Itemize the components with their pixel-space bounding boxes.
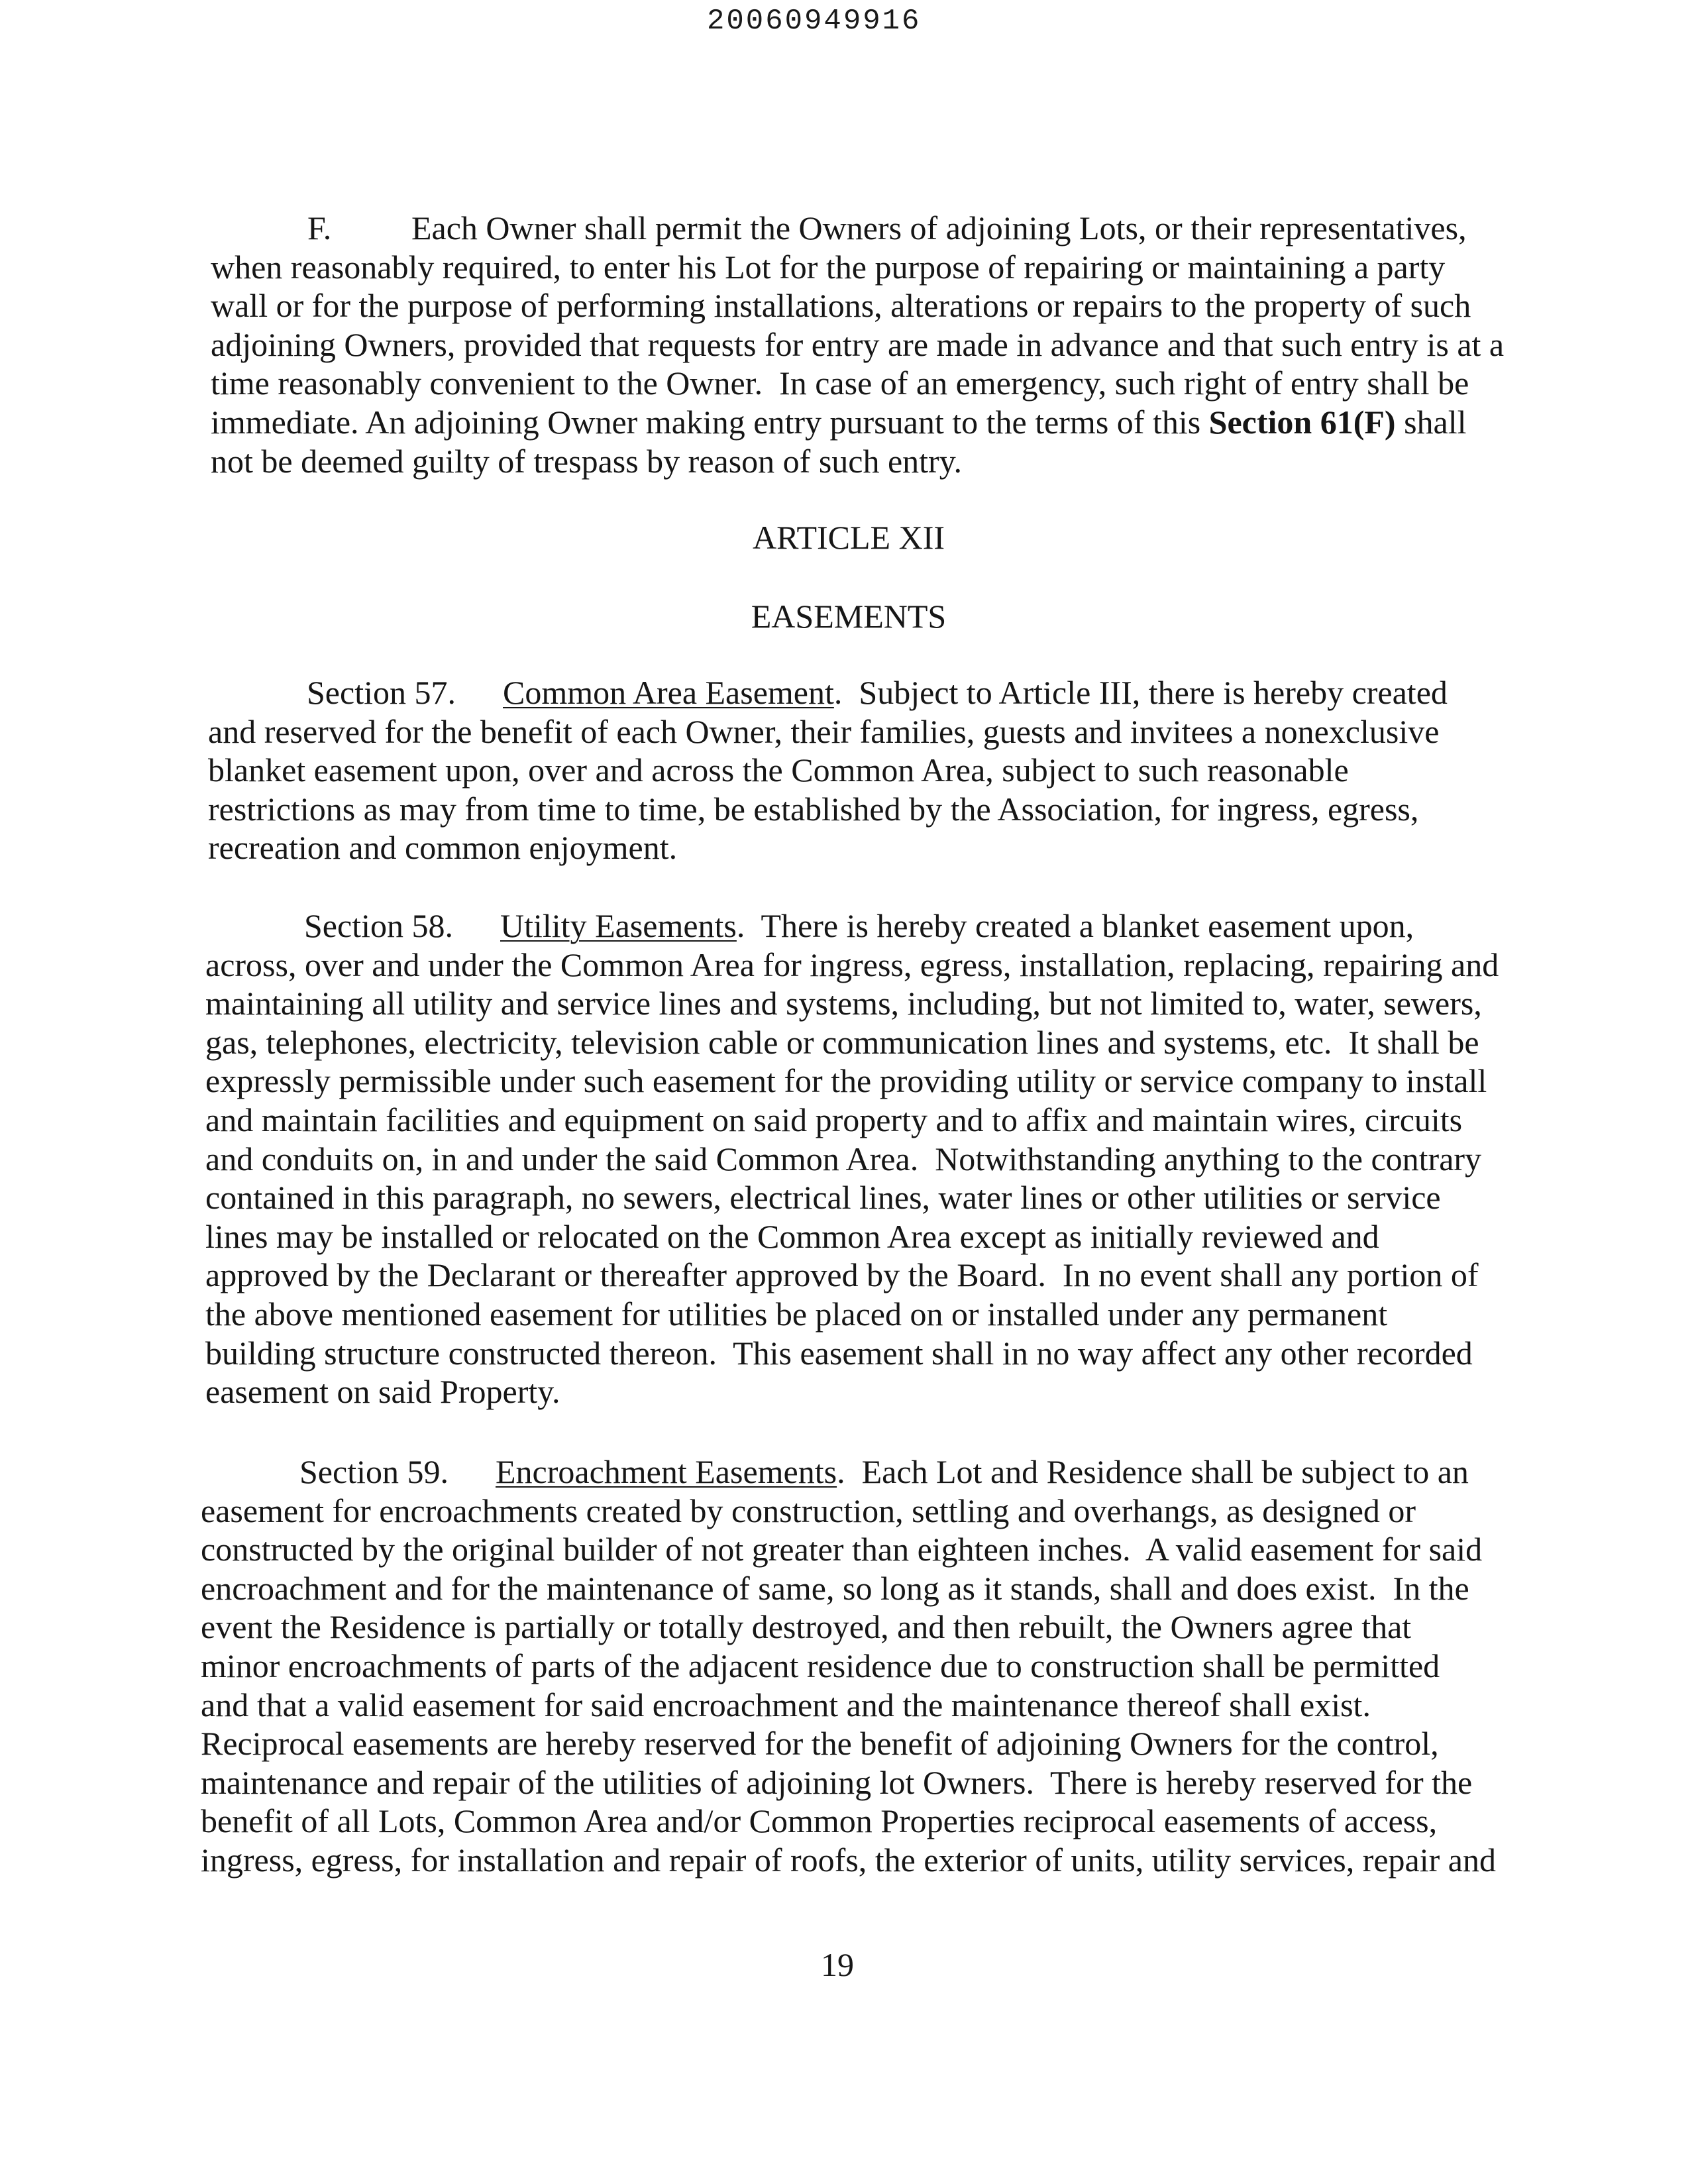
section-57-line: and reserved for the benefit of each Owner, their families, guests and invitees a nonexclusive bbox=[208, 712, 1440, 750]
section-heading: Common Area Easement bbox=[503, 674, 834, 711]
page-number: 19 bbox=[821, 1946, 854, 1983]
paragraph-f-line: adjoining Owners, provided that requests for entry are made in advance and that such entry is at a bbox=[211, 325, 1505, 363]
section-58-line: maintaining all utility and service lines and systems, including, but not limited to, water, sewers, bbox=[205, 985, 1482, 1022]
section-59-line: easement for encroachments created by construction, settling and overhangs, as designed or bbox=[201, 1492, 1416, 1529]
article-number: ARTICLE XII bbox=[753, 519, 945, 556]
section-59-line: benefit of all Lots, Common Area and/or Common Properties reciprocal easements of access, bbox=[201, 1802, 1438, 1840]
section-59-line: constructed by the original builder of not greater than eighteen inches. A valid easement for said bbox=[201, 1531, 1483, 1568]
section-58-line: approved by the Declarant or thereafter approved by the Board. In no event shall any portion of bbox=[205, 1256, 1479, 1294]
section-reference: Section 61(F) bbox=[1208, 403, 1396, 441]
paragraph-f-line: when reasonably required, to enter his Lot for the purpose of repairing or maintaining a party bbox=[211, 248, 1446, 286]
section-58-line: across, over and under the Common Area for ingress, egress, installation, replacing, repairing and bbox=[205, 946, 1499, 983]
section-59-line: ingress, egress, for installation and repair of roofs, the exterior of units, utility services, repair and bbox=[201, 1841, 1496, 1879]
section-58-line: contained in this paragraph, no sewers, electrical lines, water lines or other utilities or service bbox=[205, 1179, 1441, 1217]
paragraph-text: Each Owner shall permit the Owners of adjoining Lots, or their representatives, bbox=[411, 209, 1467, 246]
section-label: Section 57. bbox=[307, 674, 456, 711]
section-text: . Subject to Article III, there is hereby created bbox=[833, 674, 1448, 711]
section-57-line: restrictions as may from time to time, be established by the Association, for ingress, egress, bbox=[208, 790, 1419, 828]
section-text: . There is hereby created a blanket easement upon, bbox=[736, 907, 1414, 944]
section-58-line: and conduits on, in and under the said Common Area. Notwithstanding anything to the contrary bbox=[205, 1140, 1482, 1177]
section-58-line bbox=[205, 906, 1499, 946]
paragraph-f bbox=[211, 209, 1504, 480]
section-text: . Each Lot and Residence shall be subject to an bbox=[837, 1453, 1469, 1490]
section-heading: Encroachment Easements bbox=[496, 1453, 837, 1490]
section-label: Section 58. bbox=[304, 907, 453, 944]
section-58-line: easement on said Property. bbox=[205, 1373, 560, 1411]
section-58-line: expressly permissible under such easement for the providing utility or service company to install bbox=[205, 1062, 1487, 1100]
paragraph-f-line: time reasonably convenient to the Owner. In case of an emergency, such right of entry shall be bbox=[211, 364, 1469, 402]
article-title: EASEMENTS bbox=[751, 598, 947, 635]
section-59-line bbox=[201, 1452, 1496, 1492]
paragraph-f-line bbox=[211, 403, 1504, 442]
section-59 bbox=[201, 1452, 1496, 1880]
paragraph-f-line: not be deemed guilty of trespass by reason of such entry. bbox=[211, 442, 962, 480]
section-58 bbox=[205, 906, 1499, 1411]
section-58-line: and maintain facilities and equipment on said property and to affix and maintain wires, circuits bbox=[205, 1101, 1463, 1138]
document-number: 20060949916 bbox=[707, 5, 922, 38]
section-58-line: building structure constructed thereon. This easement shall in no way affect any other recorded bbox=[205, 1334, 1473, 1372]
section-58-line: the above mentioned easement for utilities be placed on or installed under any permanent bbox=[205, 1295, 1388, 1333]
section-57-line: recreation and common enjoyment. bbox=[208, 829, 678, 867]
section-heading: Utility Easements bbox=[500, 907, 737, 944]
section-59-line: and that a valid easement for said encroachment and the maintenance thereof shall exist. bbox=[201, 1686, 1371, 1723]
section-58-line: lines may be installed or relocated on the Common Area except as initially reviewed and bbox=[205, 1217, 1379, 1255]
paragraph-f-line: wall or for the purpose of performing installations, alterations or repairs to the property of such bbox=[211, 287, 1471, 325]
paragraph-text: shall bbox=[1395, 403, 1467, 441]
section-59-line: event the Residence is partially or totally destroyed, and then rebuilt, the Owners agree that bbox=[201, 1608, 1412, 1646]
section-59-line: Reciprocal easements are hereby reserved for the benefit of adjoining Owners for the control, bbox=[201, 1725, 1439, 1763]
section-58-line: gas, telephones, electricity, television cable or communication lines and systems, etc. It shall be bbox=[205, 1023, 1479, 1061]
section-57-line bbox=[208, 673, 1448, 712]
section-59-line: maintenance and repair of the utilities of adjoining lot Owners. There is hereby reserved for the bbox=[201, 1763, 1473, 1801]
section-59-line: encroachment and for the maintenance of same, so long as it stands, shall and does exist. In the bbox=[201, 1569, 1469, 1607]
section-label: Section 59. bbox=[299, 1453, 449, 1490]
section-57-line: blanket easement upon, over and across the Common Area, subject to such reasonable bbox=[208, 751, 1349, 789]
paragraph-label: F. bbox=[307, 209, 332, 246]
section-57 bbox=[208, 673, 1448, 867]
paragraph-text: immediate. An adjoining Owner making entry pursuant to the terms of this bbox=[211, 403, 1209, 441]
section-59-line: minor encroachments of parts of the adjacent residence due to construction shall be permitted bbox=[201, 1647, 1440, 1684]
paragraph-f-line bbox=[211, 209, 1504, 248]
